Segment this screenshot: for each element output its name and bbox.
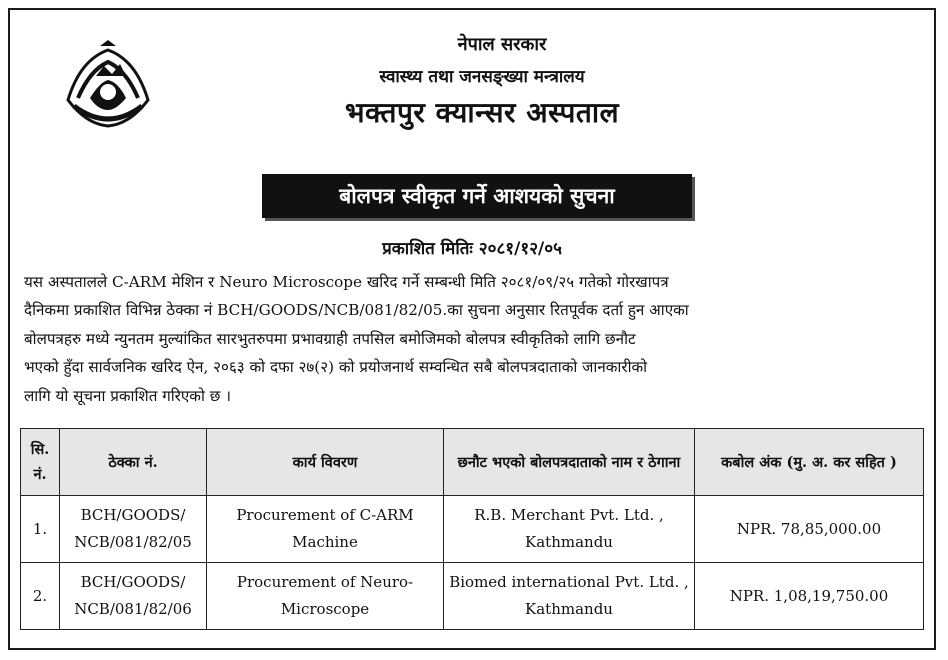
cell-sn: 1. <box>21 496 60 563</box>
header-sn: सि. नं. <box>21 429 60 496</box>
body-line: दैनिकमा प्रकाशित विभिन्न ठेक्का नं BCH/GOODS/NCB/081/82/05.का सुचना अनुसार रितपूर्वक दर्ता हुन आएका <box>24 301 689 320</box>
cell-sn: 2. <box>21 563 60 630</box>
cell-bidder: Biomed international Pvt. Ltd. , Kathmandu <box>444 563 695 630</box>
header-description: कार्य विवरण <box>207 429 444 496</box>
body-line: भएको हुँदा सार्वजनिक खरिद ऐन, २०६३ को दफा २७(२) को प्रयोजनार्थ सम्वन्धित सबै बोलपत्रदाताको जानकारीको <box>24 358 648 377</box>
header-contract-no: ठेक्का नं. <box>60 429 207 496</box>
cell-amount: NPR. 78,85,000.00 <box>695 496 924 563</box>
cell-contract-no: BCH/GOODS/ NCB/081/82/05 <box>60 496 207 563</box>
cell-description: Procurement of Neuro-Microscope <box>207 563 444 630</box>
published-date: प्रकाशित मितिः २०८१/१२/०५ <box>382 239 562 259</box>
ministry-title: स्वास्थ्य तथा जनसङ्ख्या मन्त्रालय <box>379 67 585 87</box>
notice-body <box>24 268 922 410</box>
award-table <box>20 428 924 630</box>
cell-amount: NPR. 1,08,19,750.00 <box>695 563 924 630</box>
table-row <box>21 496 924 563</box>
body-line: लागि यो सूचना प्रकाशित गरिएको छ । <box>24 386 231 405</box>
cell-contract-no: BCH/GOODS/ NCB/081/82/06 <box>60 563 207 630</box>
header-bidder: छनौट भएको बोलपत्रदाताको नाम र ठेगाना <box>444 429 695 496</box>
body-line: यस अस्पतालले C-ARM मेशिन र Neuro Microscope खरिद गर्ने सम्बन्धी मिति २०८१/०९/२५ गतेको गोरखापत्र <box>24 273 669 291</box>
cell-description: Procurement of C-ARM Machine <box>207 496 444 563</box>
notice-title-banner: बोलपत्र स्वीकृत गर्ने आशयको सुचना <box>262 174 692 218</box>
cell-bidder: R.B. Merchant Pvt. Ltd. , Kathmandu <box>444 496 695 563</box>
header-amount: कबोल अंक (मु. अ. कर सहित ) <box>695 429 924 496</box>
hospital-title: भक्तपुर क्यान्सर अस्पताल <box>344 96 620 129</box>
government-title: नेपाल सरकार <box>457 34 547 55</box>
table-header-row <box>21 429 924 496</box>
table-row <box>21 563 924 630</box>
header <box>10 32 934 131</box>
body-line: बोलपत्रहरु मध्ये न्युनतम मुल्यांकित सारभुतरुपमा प्रभावग्राही तपसिल बमोजिमको बोलपत्र स्वीकृतिको लागि छनौट <box>24 329 636 348</box>
